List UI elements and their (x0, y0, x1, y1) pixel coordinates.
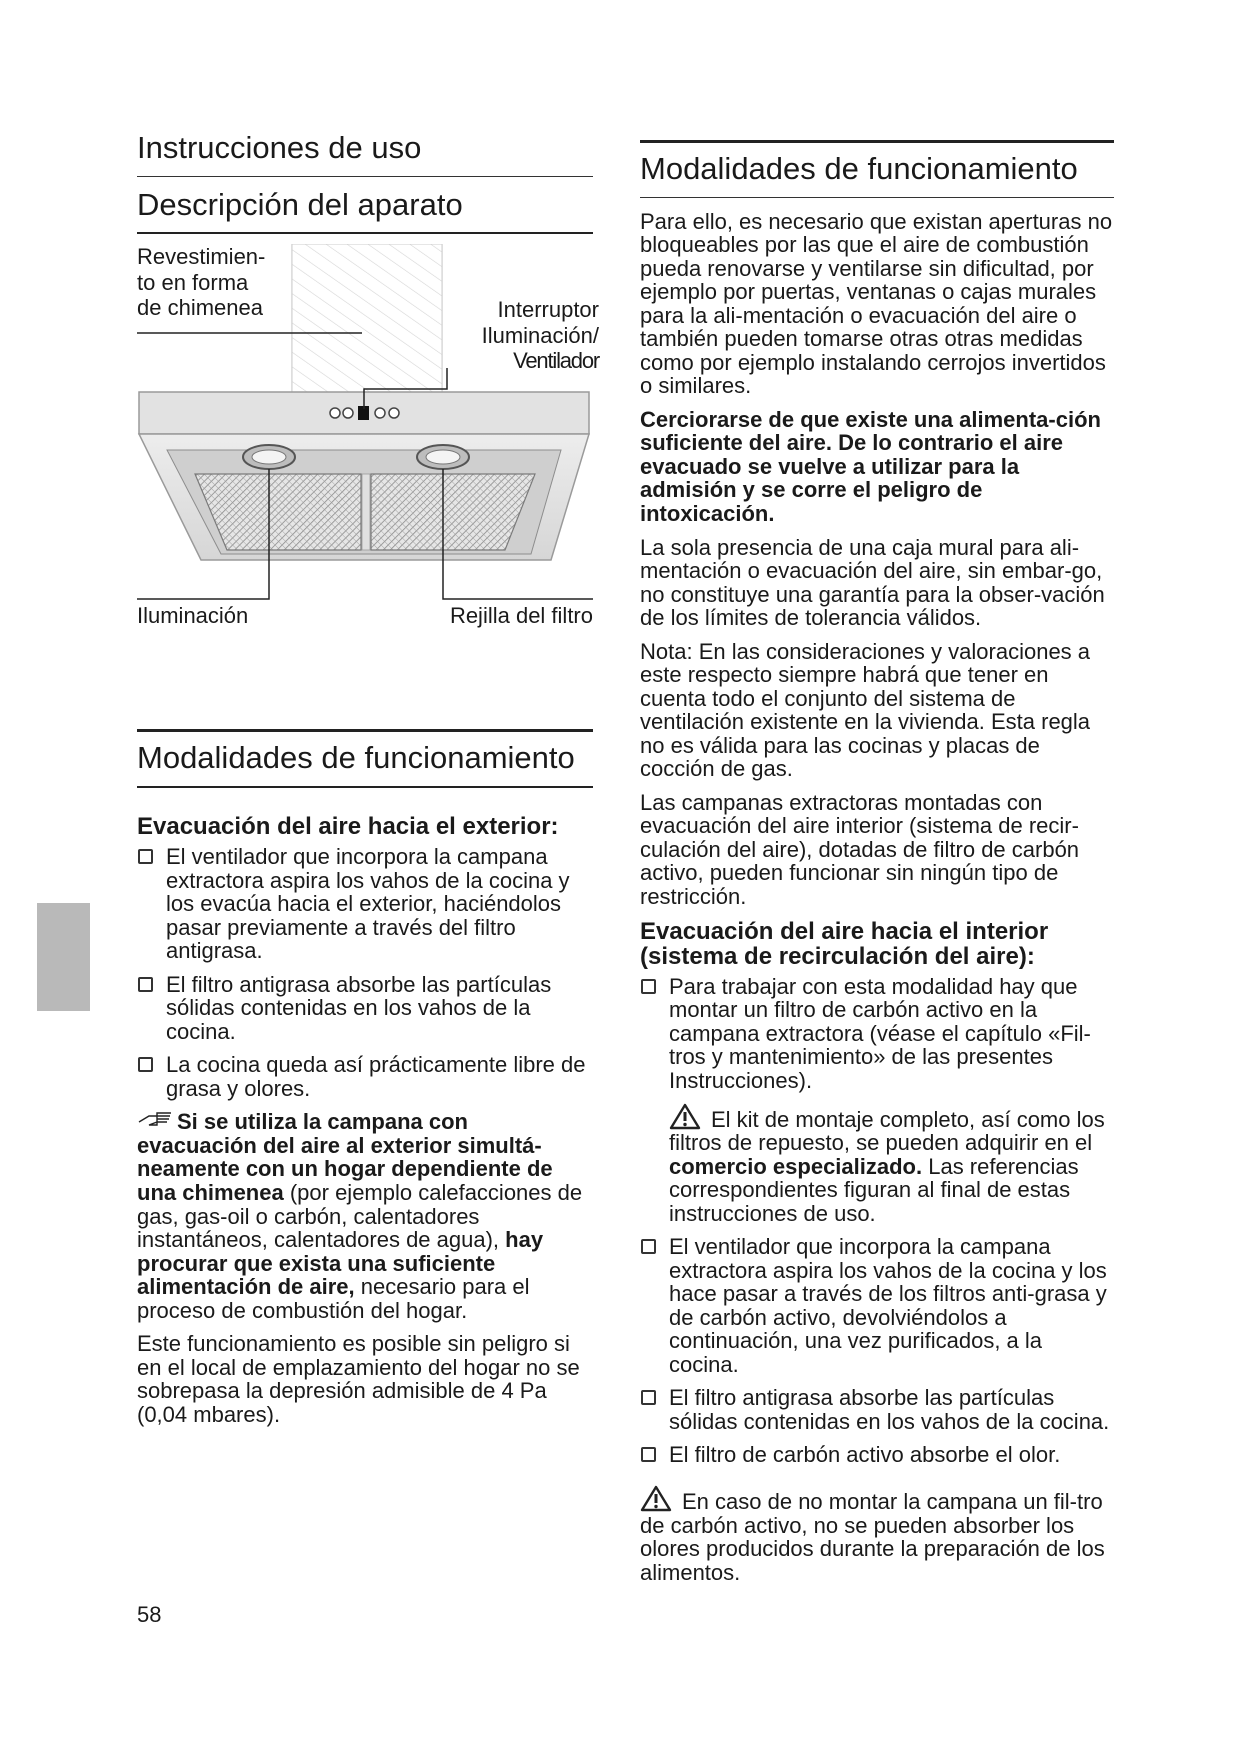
checkbox-square-icon (138, 977, 153, 992)
checkbox-square-icon (138, 1057, 153, 1072)
list-item: El filtro antigrasa absorbe las partículas sólidas contenidas en los vahos de la cocina. (640, 1386, 1114, 1433)
checkbox-square-icon (641, 1447, 656, 1462)
list-item: El ventilador que incorpora la campana extractora aspira los vahos de la cocina y los evacúa hacia el exterior, haciéndolos pasar previamente a través del filtro antigrasa. (137, 845, 593, 963)
section-title-modes: Modalidades de funcionamiento (137, 729, 593, 788)
document-title: Instrucciones de uso (137, 130, 593, 177)
warning-paragraph: Cerciorarse de que existe una alimenta-ción suficiente del aire. De lo contrario el aire evacuado se vuelve a utilizar para la admisión y se corre el peligro de intoxicación. (640, 406, 1101, 527)
label-chimney: Revestimien- to en forma de chimenea (137, 244, 266, 320)
section-title-description: Descripción del aparato (137, 187, 593, 235)
list-item: El filtro de carbón activo absorbe el olor. (640, 1443, 1114, 1467)
checkbox-square-icon (641, 1390, 656, 1405)
list-item: El ventilador que incorpora la campana extractora aspira los vahos de la cocina y los hace pasar a través de los filtros anti-grasa y de carbón activo, devolviéndolos a continuación, una vez purificados, a la cocina. (640, 1235, 1114, 1376)
warning-note: El kit de montaje completo, así como los filtros de repuesto, se pueden adquirir en el comercio especializado. Las referencias correspondientes figuran al final de estas instrucciones de uso. (640, 1103, 1114, 1226)
paragraph: Las campanas extractoras montadas con evacuación del aire interior (sistema de recir-culación del aire), dotadas de filtro de carbón activo, pueden funcionar sin ningún tipo de restricción. (640, 789, 1080, 909)
warning-icon (669, 1103, 701, 1130)
list-item: La cocina queda así prácticamente libre de grasa y olores. (137, 1053, 593, 1100)
list-item: El filtro antigrasa absorbe las partículas sólidas contenidas en los vahos de la cocina. (137, 973, 593, 1044)
heading-exterior: Evacuación del aire hacia el exterior: (137, 812, 559, 840)
checkbox-square-icon (641, 1239, 656, 1254)
hood-diagram (137, 244, 599, 664)
paragraph: La sola presencia de una caja mural para ali-mentación o evacuación del aire, sin embar-go, no constituye una garantía para la obser-vación de los límites de tolerancia válidos. (640, 534, 1105, 631)
pointing-hand-icon (137, 1111, 173, 1129)
page-number: 58 (137, 1602, 162, 1627)
label-filter-grille: Rejilla del filtro (449, 603, 593, 629)
warning-icon (640, 1485, 672, 1512)
left-column (137, 130, 599, 1436)
label-lighting: Iluminación (137, 603, 249, 629)
chimney-note: Si se utiliza la campana con evacuación del aire al exterior simultá-neamente con un hogar dependiente de una chimenea (por ejemplo calefacciones de gas, gas-oil o carbón, calentadores instantáneos, calentadores de agua), hay procurar que exista una suficiente alimentación de aire, necesario para el proceso de combustión del hogar. (137, 1109, 583, 1323)
checkbox-square-icon (138, 849, 153, 864)
paragraph: Nota: En las consideraciones y valoraciones a este respecto siempre habrá que tener en cuenta todo el conjunto del sistema de ventilación existente en la vivienda. Esta regla no es válida para las cocinas y placas de cocción de gas. (640, 638, 1091, 782)
list-item: Para trabajar con esta modalidad hay que montar un filtro de carbón activo en la campana extractora (véase el capítulo «Fil-tros y mantenimiento» de las presentes Instrucciones). (640, 975, 1114, 1093)
section-tab-marker (37, 903, 90, 1011)
checkbox-square-icon (641, 979, 656, 994)
right-column (640, 140, 1114, 1594)
label-switch: Interruptor Iluminación/ Ventilador (481, 297, 599, 373)
paragraph: Este funcionamiento es posible sin peligro si en el local de emplazamiento del hogar no se sobrepasa la depresión admisible de 4 Pa (0,04 mbares). (137, 1331, 580, 1427)
right-section-title: Modalidades de funcionamiento (640, 140, 1114, 198)
heading-interior: Evacuación del aire hacia el interior (sistema de recirculación del aire): (640, 917, 1049, 970)
paragraph: Para ello, es necesario que existan aperturas no bloqueables por las que el aire de combustión pueda renovarse y ventilarse sin dificultad, por ejemplo por puertas, ventanas o cajas murales para la ali-mentación o evacuación del aire o también pueden tomarse otras otras medidas como por ejemplo instalando cerrojos invertidos o similares. (640, 208, 1113, 399)
warning-note: En caso de no montar la campana un fil-tro de carbón activo, no se pueden absorber los olores producidos durante la preparación de los alimentos. (640, 1485, 1114, 1584)
